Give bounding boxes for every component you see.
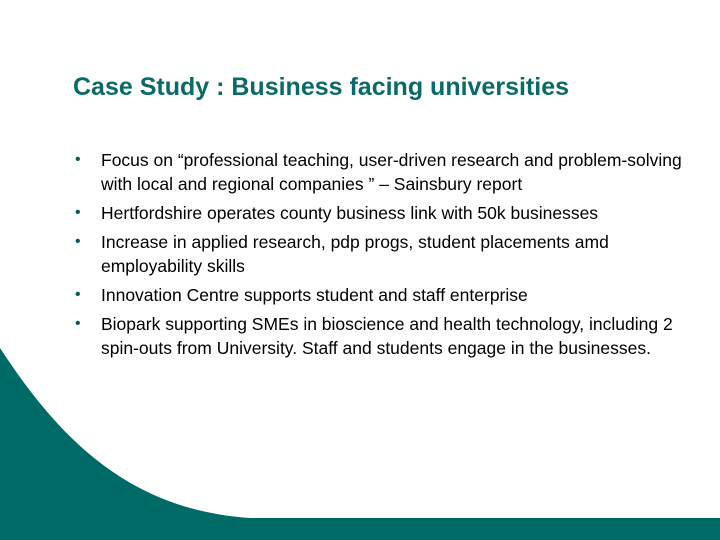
bullet-icon: •: [75, 151, 81, 168]
slide-title: Case Study : Business facing universities: [73, 73, 569, 101]
bullet-icon: •: [75, 315, 81, 332]
bullet-item: • Hertfordshire operates county business link with 50k businesses: [75, 203, 599, 223]
bullet-list: [75, 148, 685, 365]
bullet-item: • Biopark supporting SMEs in bioscience and health technology, including 2 spin-outs from University. Staff and students engage in the businesses.: [75, 314, 673, 358]
bullet-item: • Increase in applied research, pdp progs, student placements amd employability skills: [75, 232, 609, 276]
bullet-item: • Focus on “professional teaching, user-driven research and problem-solving with local and regional companies ” – Sainsbury report: [75, 150, 682, 194]
bullet-item: • Innovation Centre supports student and staff enterprise: [75, 285, 528, 305]
bullet-icon: •: [75, 204, 81, 221]
bullet-icon: •: [75, 286, 81, 303]
bullet-icon: •: [75, 233, 81, 250]
